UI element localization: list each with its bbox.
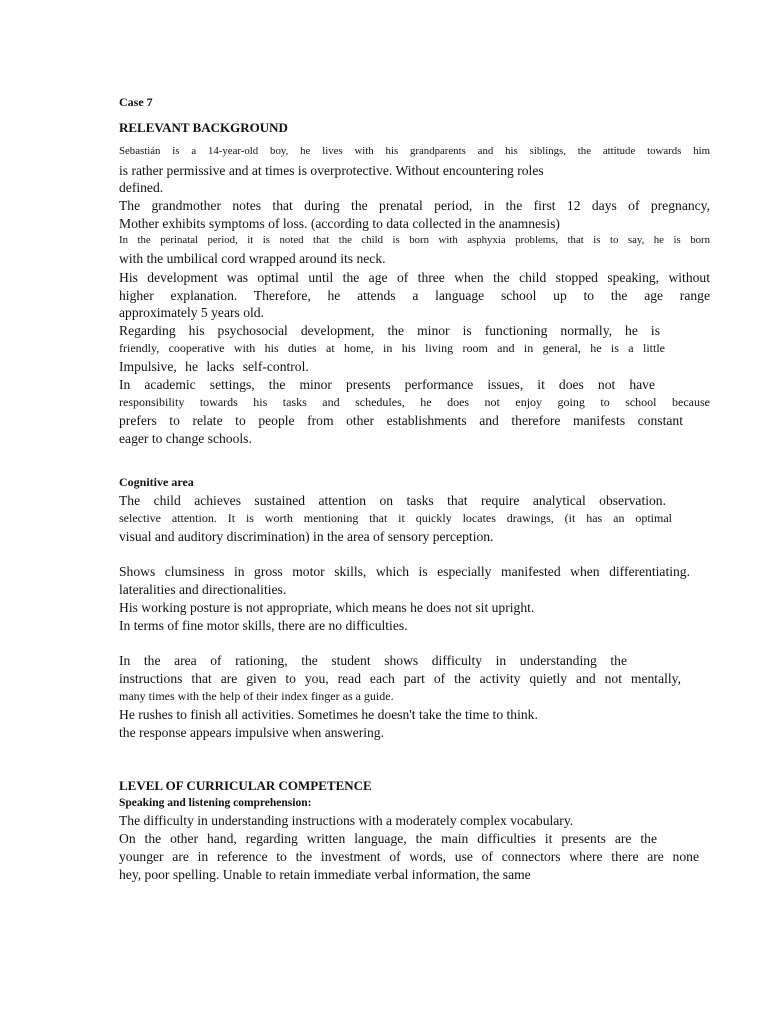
body-line: friendly, cooperative with his duties at home, in his living room and in general, he is a little (119, 341, 665, 355)
body-line: hey, poor spelling. Unable to retain immediate verbal information, the same (119, 867, 531, 882)
body-line: The difficulty in understanding instructions with a moderately complex vocabulary. (119, 813, 574, 828)
body-line: In academic settings, the minor presents performance issues, it does not have (119, 377, 655, 392)
body-line: is rather permissive and at times is overprotective. Without encountering roles (119, 163, 544, 178)
body-line: The grandmother notes that during the prenatal period, in the first 12 days of pregnancy, (119, 198, 710, 213)
cognitive-heading: Cognitive area (119, 475, 194, 489)
body-line: many times with the help of their index finger as a guide. (119, 689, 394, 703)
body-line: Sebastián is a 14-year-old boy, he lives with his grandparents and his siblings, the attitude towards him (119, 145, 710, 157)
body-line: the response appears impulsive when answering. (119, 725, 385, 740)
body-line: higher explanation. Therefore, he attends a language school up to the age range (119, 288, 710, 303)
body-line: with the umbilical cord wrapped around its neck. (119, 251, 386, 266)
body-line: In the area of rationing, the student shows difficulty in understanding the (119, 653, 627, 668)
curricular-subheading: Speaking and listening comprehension: (119, 797, 312, 809)
body-line: Regarding his psychosocial development, the minor is functioning normally, he is (119, 323, 660, 338)
body-line: responsibility towards his tasks and schedules, he does not enjoy going to school because (119, 395, 710, 409)
body-line: lateralities and directionalities. (119, 582, 287, 597)
body-line: In terms of fine motor skills, there are no difficulties. (119, 618, 408, 633)
body-line: prefers to relate to people from other establishments and therefore manifests constant (119, 413, 683, 428)
body-line: younger are in reference to the investment of words, use of connectors where there are none (119, 849, 699, 864)
body-line: Impulsive, he lacks self-control. (119, 359, 309, 374)
body-line: instructions that are given to you, read each part of the activity quietly and not mentally, (119, 671, 681, 686)
curricular-heading: LEVEL OF CURRICULAR COMPETENCE (119, 778, 372, 793)
body-line: eager to change schools. (119, 431, 252, 446)
case-label: Case 7 (119, 95, 153, 109)
body-line: In the perinatal period, it is noted that the child is born with asphyxia problems, that is to say, he is born (119, 234, 710, 246)
body-line: visual and auditory discrimination) in the area of sensory perception. (119, 529, 494, 544)
body-line: approximately 5 years old. (119, 305, 264, 320)
body-line: defined. (119, 180, 164, 195)
body-line: selective attention. It is worth mentioning that it quickly locates drawings, (it has an optimal (119, 511, 672, 525)
body-line: Shows clumsiness in gross motor skills, which is especially manifested when differentiating. (119, 564, 690, 579)
background-heading: RELEVANT BACKGROUND (119, 120, 288, 135)
body-line: Mother exhibits symptoms of loss. (according to data collected in the anamnesis) (119, 216, 560, 231)
body-line: His working posture is not appropriate, which means he does not sit upright. (119, 600, 535, 615)
body-line: The child achieves sustained attention on tasks that require analytical observation. (119, 493, 666, 508)
body-line: He rushes to finish all activities. Sometimes he doesn't take the time to think. (119, 707, 538, 722)
body-line: His development was optimal until the age of three when the child stopped speaking, without (119, 270, 710, 285)
body-line: On the other hand, regarding written language, the main difficulties it presents are the (119, 831, 657, 846)
